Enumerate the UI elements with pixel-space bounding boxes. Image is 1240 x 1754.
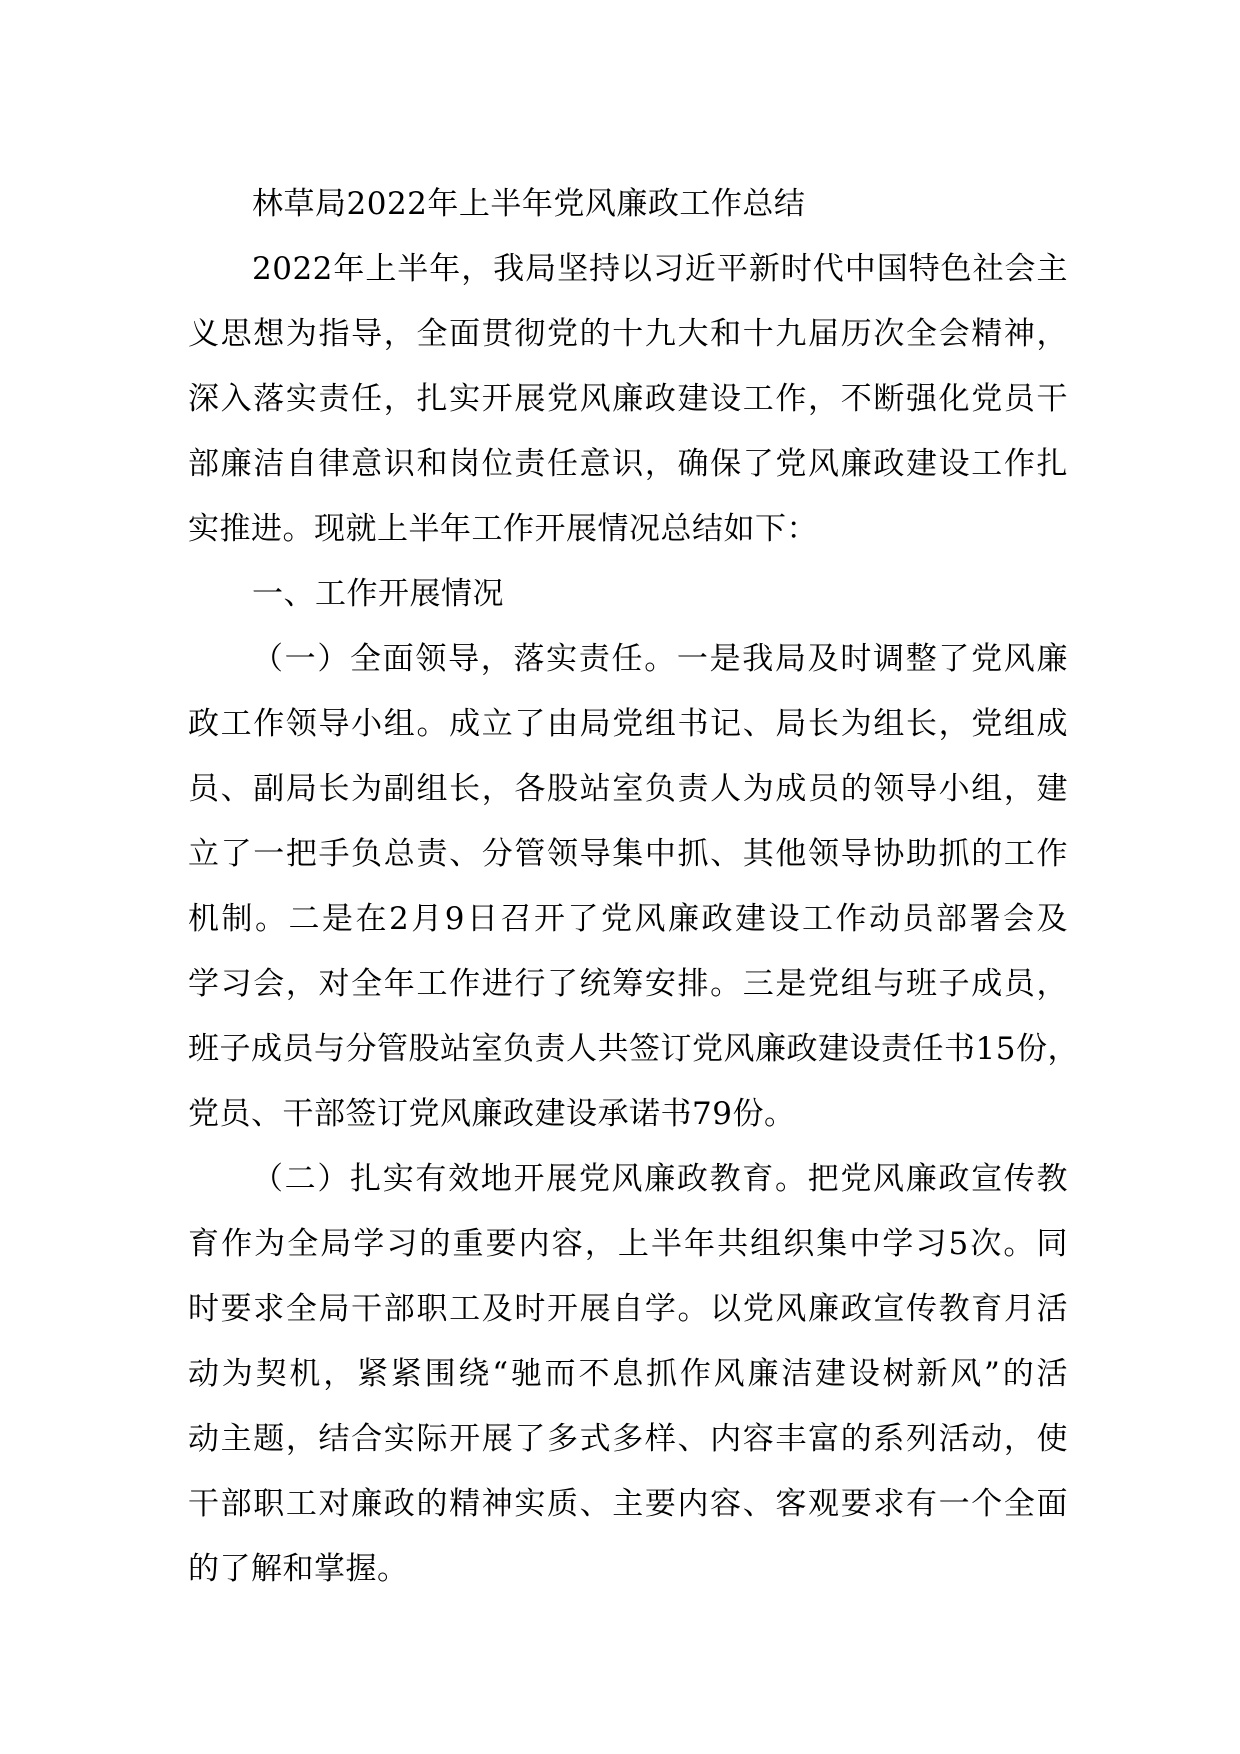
paragraph-line: （二）扎实有效地开展党风廉政教育。把党风廉政宣传教 [252, 1161, 1068, 1197]
paragraph-line: 班子成员与分管股站室负责人共签订党风廉政建设责任书15份， [188, 1031, 1079, 1067]
paragraph-line: 干部职工对廉政的精神实质、主要内容、客观要求有一个全面 [188, 1486, 1068, 1522]
paragraph-line: 立了一把手负总责、分管领导集中抓、其他领导协助抓的工作 [188, 836, 1068, 872]
paragraph-line: 深入落实责任，扎实开展党风廉政建设工作，不断强化党员干 [188, 381, 1068, 417]
paragraph-line: 员、副局长为副组长，各股站室负责人为成员的领导小组，建 [188, 771, 1068, 807]
paragraph-line: 动主题，结合实际开展了多式多样、内容丰富的系列活动，使 [188, 1421, 1068, 1457]
paragraph-line: 义思想为指导，全面贯彻党的十九大和十九届历次全会精神， [188, 316, 1068, 352]
paragraph-line: 机制。二是在2月9日召开了党风廉政建设工作动员部署会及 [188, 901, 1068, 937]
section-heading: 一、工作开展情况 [252, 576, 504, 612]
paragraph-line: 2022年上半年，我局坚持以习近平新时代中国特色社会主 [252, 251, 1068, 287]
paragraph-line: 部廉洁自律意识和岗位责任意识，确保了党风廉政建设工作扎 [188, 446, 1068, 482]
paragraph-line: 党员、干部签订党风廉政建设承诺书79份。 [188, 1096, 796, 1132]
paragraph-line: 政工作领导小组。成立了由局党组书记、局长为组长，党组成 [188, 706, 1068, 742]
document-title: 林草局2022年上半年党风廉政工作总结 [252, 186, 806, 222]
paragraph-line: （一）全面领导，落实责任。一是我局及时调整了党风廉 [252, 641, 1068, 677]
paragraph-line: 学习会，对全年工作进行了统筹安排。三是党组与班子成员， [188, 966, 1068, 1002]
paragraph-line: 育作为全局学习的重要内容，上半年共组织集中学习5次。同 [188, 1226, 1068, 1262]
paragraph-line: 实推进。现就上半年工作开展情况总结如下： [188, 511, 818, 547]
paragraph-line: 的了解和掌握。 [188, 1551, 409, 1587]
paragraph-line: 时要求全局干部职工及时开展自学。以党风廉政宣传教育月活 [188, 1291, 1068, 1327]
document-body [188, 172, 1079, 1602]
paragraph-line: 动为契机，紧紧围绕“驰而不息抓作风廉洁建设树新风”的活 [188, 1356, 1068, 1392]
